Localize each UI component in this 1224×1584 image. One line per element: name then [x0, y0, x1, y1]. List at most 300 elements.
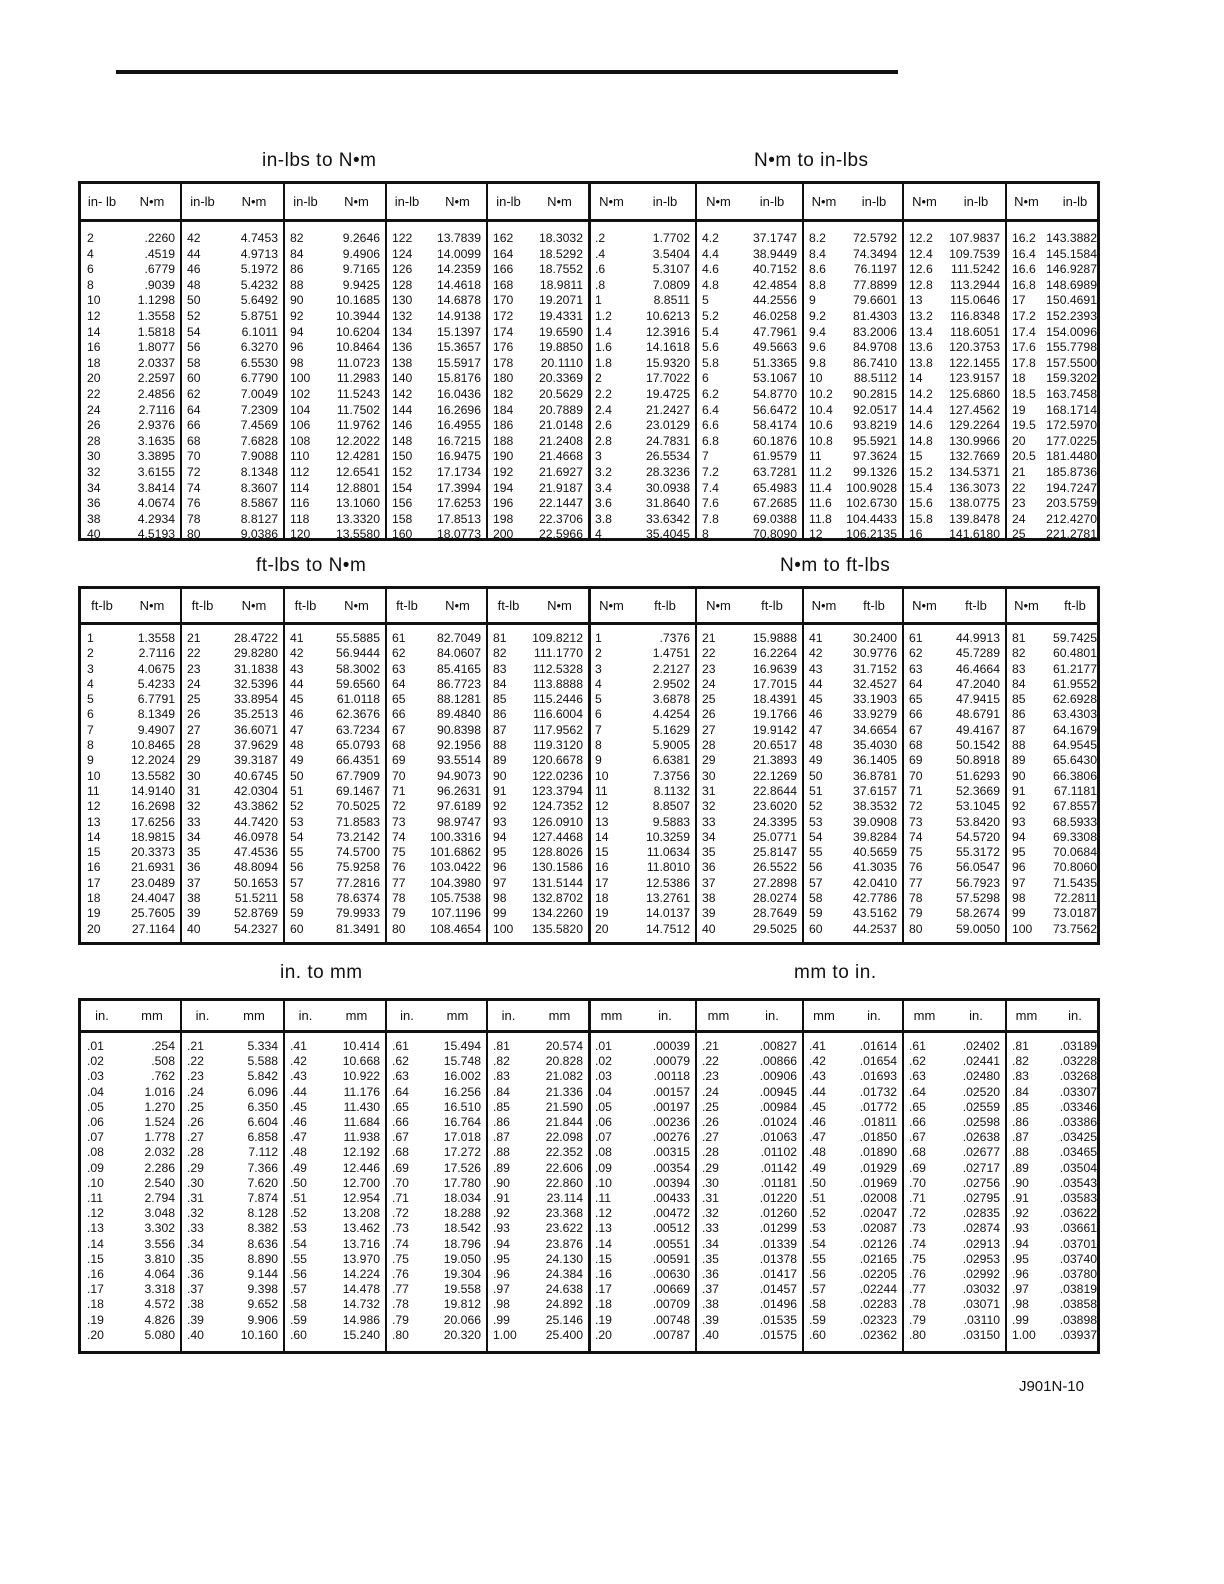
table-cell: 100: [493, 921, 514, 936]
table-cell: 113.8888: [533, 676, 583, 691]
value-column: [493, 1039, 522, 1343]
table-cell: 30.2400: [852, 631, 897, 645]
table-cell: .86: [493, 1115, 510, 1130]
table-cell: .02520: [962, 1084, 1000, 1099]
table-cell: 1.2: [595, 308, 612, 323]
table-cell: 14.986: [342, 1312, 380, 1327]
table-cell: 10.414: [342, 1039, 380, 1053]
table-cell: .63: [392, 1069, 409, 1084]
table-cell: 38: [87, 511, 101, 526]
table-cell: 164: [493, 246, 514, 261]
table-cell: 194.7247: [1046, 480, 1097, 495]
column-header: in.: [1068, 1008, 1082, 1023]
table-cell: 94.9073: [436, 768, 481, 783]
table-cell: .58: [809, 1297, 826, 1312]
table-cell: 68.5933: [1052, 814, 1097, 829]
table-cell: 7.366: [247, 1160, 278, 1175]
table-cell: 3.318: [144, 1282, 175, 1297]
table-cell: .09: [595, 1160, 612, 1175]
table-cell: 31.1838: [233, 661, 278, 676]
table-cell: 44: [809, 676, 823, 691]
table-cell: 2: [595, 646, 602, 661]
table-cell: .98: [1012, 1297, 1029, 1312]
table-cell: .03622: [1059, 1206, 1097, 1221]
converted-column: [418, 631, 481, 937]
table-cell: .95: [493, 1251, 510, 1266]
table-cell: 4.572: [144, 1297, 175, 1312]
table-cell: 33.8954: [233, 692, 278, 707]
table-cell: .48: [290, 1145, 307, 1160]
table-cell: 73.7562: [1052, 921, 1097, 936]
table-cell: .13: [595, 1221, 612, 1236]
table-cell: .16: [87, 1267, 104, 1282]
table-cell: 53: [809, 814, 823, 829]
table-cell: .81: [1012, 1039, 1029, 1053]
table-cell: .01142: [760, 1160, 797, 1175]
table-cell: 4: [87, 676, 94, 691]
table-cell: 90: [1012, 768, 1026, 783]
table-cell: 11.4: [809, 480, 832, 495]
table-cell: .22: [187, 1054, 204, 1069]
table-cell: 83: [1012, 661, 1026, 676]
value-column: [87, 231, 115, 543]
table-cell: 79.6601: [852, 293, 897, 308]
table-cell: 104.3980: [430, 875, 481, 890]
table-cell: 86: [290, 262, 304, 277]
table-cell: 116: [290, 496, 310, 511]
table-cell: 6.1011: [241, 324, 278, 339]
table-cell: .00394: [652, 1175, 690, 1190]
table-cell: 115.0646: [950, 293, 1000, 308]
table-cell: .40: [702, 1327, 719, 1342]
table-cell: 77.2816: [335, 875, 380, 890]
table-cell: 107.1196: [431, 906, 481, 921]
table-cell: 55: [290, 845, 304, 860]
table-cell: 12.2024: [130, 753, 175, 768]
table-cell: 9.7165: [342, 262, 380, 277]
table-cell: 10.4: [809, 402, 833, 417]
table-cell: 16: [87, 860, 101, 875]
table-cell: 3.6155: [137, 464, 175, 479]
table-cell: .08: [595, 1145, 612, 1160]
table-cell: 23.876: [545, 1236, 583, 1251]
column-divider: [385, 1001, 387, 1351]
table-cell: 20: [595, 921, 609, 936]
table-cell: 6: [702, 371, 709, 386]
table-cell: 103.0422: [430, 860, 481, 875]
table-cell: 75.9258: [335, 860, 380, 875]
table-cell: 14.224: [342, 1267, 380, 1282]
table-cell: .03228: [1059, 1054, 1097, 1069]
table-cell: .02008: [859, 1191, 897, 1206]
table-cell: 174: [493, 324, 514, 339]
table-cell: 33.9279: [852, 707, 897, 722]
table-cell: .45: [809, 1099, 826, 1114]
table-cell: 36: [187, 860, 201, 875]
table-cell: 38.9449: [752, 246, 797, 261]
table-cell: 30: [187, 768, 201, 783]
table-cell: 39.8284: [852, 829, 897, 844]
table-cell: .00984: [759, 1099, 797, 1114]
table-cell: .99: [1012, 1312, 1029, 1327]
table-cell: 73.0187: [1052, 906, 1097, 921]
table-cell: 17: [1012, 293, 1026, 308]
table-cell: .01417: [759, 1267, 797, 1282]
table-cell: 16.002: [443, 1069, 481, 1084]
table-cell: 4.7453: [240, 231, 278, 245]
table-cell: 130.9966: [949, 433, 1000, 448]
value-column: [493, 231, 522, 543]
table-cell: .01969: [859, 1175, 897, 1190]
table-cell: 150: [392, 449, 413, 464]
table-cell: 22: [702, 646, 716, 661]
table-cell: .31: [702, 1191, 719, 1206]
column-divider: [1005, 1001, 1007, 1351]
section-title-left: in-lbs to N•m: [262, 150, 377, 171]
table-cell: .29: [187, 1160, 204, 1175]
table-cell: 22: [1012, 480, 1026, 495]
table-cell: 4.5193: [137, 527, 175, 542]
table-cell: 72: [392, 799, 406, 814]
table-cell: .03504: [1059, 1160, 1097, 1175]
table-cell: .85: [1012, 1099, 1029, 1114]
table-cell: 23: [702, 661, 716, 676]
table-cell: 26: [87, 418, 101, 433]
table-cell: 22: [187, 646, 201, 661]
converted-column: [730, 1039, 797, 1343]
table-cell: 18.034: [443, 1191, 481, 1206]
table-cell: 170: [493, 293, 514, 308]
value-column: [702, 231, 732, 543]
table-cell: 17.4: [1012, 324, 1036, 339]
table-cell: 148: [392, 433, 413, 448]
table-cell: 11.430: [343, 1099, 380, 1114]
column-header: ft-lb: [1064, 598, 1086, 613]
table-cell: 17.526: [443, 1160, 481, 1175]
table-cell: 11: [87, 783, 100, 798]
table-cell: 96: [493, 860, 507, 875]
column-divider: [180, 589, 182, 942]
table-cell: 70: [187, 449, 201, 464]
column-header: N•m: [1014, 194, 1039, 209]
table-cell: .8: [595, 277, 606, 292]
table-cell: 8.1132: [653, 783, 690, 798]
table-cell: .28: [702, 1145, 719, 1160]
table-cell: 7.6: [702, 496, 719, 511]
column-header: in-lb: [963, 194, 989, 209]
table-cell: 124.7352: [532, 799, 583, 814]
table-cell: 37.1747: [752, 231, 797, 245]
table-cell: .67: [392, 1130, 409, 1145]
table-cell: 162: [493, 231, 514, 245]
table-cell: 21.4668: [538, 449, 583, 464]
table-cell: 17.7022: [645, 371, 690, 386]
table-cell: .53: [809, 1221, 826, 1236]
table-cell: 47.9415: [955, 692, 1000, 707]
table-cell: .66: [909, 1115, 926, 1130]
table-cell: 13.8: [909, 355, 933, 370]
table-cell: 1: [595, 293, 602, 308]
table-cell: 99: [1012, 906, 1026, 921]
table-cell: 9.652: [247, 1297, 278, 1312]
table-cell: 180: [493, 371, 514, 386]
table-cell: 18.7552: [538, 262, 583, 277]
table-cell: 19.4331: [538, 308, 583, 323]
table-cell: .32: [702, 1206, 719, 1221]
table-cell: 24.4047: [130, 891, 175, 906]
table-cell: .46: [290, 1115, 307, 1130]
table-cell: .02362: [859, 1327, 897, 1342]
table-cell: 25.8147: [752, 845, 797, 860]
table-cell: 5.4: [702, 324, 719, 339]
table-cell: .22: [702, 1054, 719, 1069]
table-cell: .68: [392, 1145, 409, 1160]
table-cell: 132.8702: [532, 891, 583, 906]
table-cell: 8.128: [247, 1206, 278, 1221]
table-cell: 14.2: [909, 386, 933, 401]
table-cell: .52: [290, 1206, 307, 1221]
table-cell: 78.6374: [335, 891, 380, 906]
table-cell: .91: [1012, 1191, 1029, 1206]
converted-column: [936, 231, 1000, 543]
table-cell: 17: [87, 875, 101, 890]
table-cell: .03: [87, 1069, 104, 1084]
table-cell: .02677: [962, 1145, 1000, 1160]
table-cell: 65: [392, 692, 406, 707]
converted-column: [113, 631, 175, 937]
table-cell: 97.3624: [852, 449, 897, 464]
value-column: [595, 1039, 625, 1343]
table-cell: .71: [909, 1191, 926, 1206]
table-cell: 116.8348: [950, 308, 1000, 323]
top-rule: [116, 70, 898, 74]
table-cell: 92: [1012, 799, 1026, 814]
table-cell: 100.3316: [430, 829, 481, 844]
table-cell: .12: [595, 1206, 612, 1221]
table-cell: 28.4722: [233, 631, 278, 645]
table-cell: 2.4: [595, 402, 612, 417]
table-cell: 67: [392, 722, 406, 737]
table-cell: 25: [702, 692, 716, 707]
table-cell: .01063: [759, 1130, 797, 1145]
table-cell: 15: [909, 449, 923, 464]
table-cell: .65: [392, 1099, 409, 1114]
table-cell: 48.8094: [233, 860, 278, 875]
table-cell: 5.1629: [652, 722, 690, 737]
table-cell: 69.0388: [752, 511, 797, 526]
table-cell: 39.0908: [852, 814, 897, 829]
table-cell: 16.7215: [436, 433, 481, 448]
table-cell: 16.2: [1012, 231, 1036, 245]
table-cell: .00551: [652, 1236, 690, 1251]
table-cell: 7: [702, 449, 709, 464]
column-divider: [802, 589, 804, 942]
table-cell: .87: [493, 1130, 510, 1145]
table-cell: 27: [702, 722, 716, 737]
table-cell: 26.5534: [645, 449, 690, 464]
converted-column: [730, 631, 797, 937]
table-cell: 122.0236: [532, 768, 583, 783]
table-cell: 80: [187, 527, 201, 542]
table-cell: 87: [493, 722, 507, 737]
table-cell: 4.9713: [240, 246, 278, 261]
table-cell: 10: [87, 293, 101, 308]
table-cell: 35.4045: [645, 527, 690, 542]
table-cell: .76: [909, 1267, 926, 1282]
column-divider: [283, 184, 285, 538]
column-divider: [902, 184, 904, 538]
converted-column: [623, 631, 690, 937]
table-cell: 123.3794: [532, 783, 583, 798]
table-cell: .4519: [144, 246, 175, 261]
table-cell: 70: [392, 768, 406, 783]
table-cell: .04: [595, 1084, 612, 1099]
table-cell: 16.9639: [752, 661, 797, 676]
table-cell: 18.0773: [436, 527, 481, 542]
table-cell: .79: [909, 1312, 926, 1327]
table-cell: .11: [595, 1191, 612, 1206]
table-cell: 112: [290, 464, 310, 479]
table-cell: 60.4801: [1052, 646, 1097, 661]
column-header: N•m: [445, 194, 470, 209]
table-cell: .02087: [859, 1221, 897, 1236]
table-cell: .49: [290, 1160, 307, 1175]
table-cell: .02756: [962, 1175, 1000, 1190]
table-cell: .01024: [759, 1115, 797, 1130]
table-cell: 85.4165: [436, 661, 481, 676]
value-column: [290, 631, 319, 937]
column-header: mm: [548, 1008, 571, 1023]
column-divider: [283, 1001, 285, 1351]
table-cell: 69.3308: [1052, 829, 1097, 844]
table-cell: 81: [493, 631, 507, 645]
table-cell: 18.5292: [538, 246, 583, 261]
column-divider: [180, 1001, 182, 1351]
table-cell: .18: [595, 1297, 612, 1312]
conversion-table: [78, 586, 1100, 945]
table-cell: 59: [290, 906, 304, 921]
table-cell: 63.7281: [752, 464, 797, 479]
table-cell: 125.6860: [949, 386, 1000, 401]
table-cell: 14: [909, 371, 923, 386]
table-cell: 46: [187, 262, 201, 277]
table-cell: 49: [290, 753, 304, 768]
table-cell: 3.5404: [652, 246, 690, 261]
table-cell: .24: [187, 1084, 204, 1099]
table-cell: 19.1766: [752, 707, 797, 722]
table-cell: 53: [290, 814, 304, 829]
table-cell: .50: [290, 1175, 307, 1190]
table-cell: 67: [909, 722, 923, 737]
table-cell: 20.3373: [130, 845, 175, 860]
table-cell: 14: [595, 829, 609, 844]
table-cell: .02638: [962, 1130, 1000, 1145]
table-cell: 64: [187, 402, 201, 417]
table-cell: 14.0099: [436, 246, 481, 261]
table-cell: 18: [1012, 371, 1026, 386]
table-cell: .80: [909, 1327, 926, 1342]
table-cell: .03740: [1059, 1251, 1097, 1266]
table-cell: 92: [493, 799, 507, 814]
value-column: [702, 631, 732, 937]
table-cell: 7.8: [702, 511, 719, 526]
table-cell: 44: [187, 246, 201, 261]
table-cell: 17.8513: [436, 511, 481, 526]
table-cell: 8.1349: [137, 707, 175, 722]
table-cell: 52: [809, 799, 823, 814]
table-cell: .13: [87, 1221, 104, 1236]
table-cell: 56.9444: [335, 646, 380, 661]
table-cell: 15.8: [909, 511, 933, 526]
table-cell: 28.7649: [752, 906, 797, 921]
table-cell: 159.3202: [1046, 371, 1097, 386]
table-cell: 80: [909, 921, 923, 936]
table-cell: .11: [87, 1191, 104, 1206]
table-cell: 12.6541: [335, 464, 380, 479]
table-cell: 81.3491: [335, 921, 380, 936]
table-cell: 15.1397: [436, 324, 481, 339]
table-cell: .01260: [759, 1206, 797, 1221]
table-cell: 25: [1012, 527, 1026, 542]
table-cell: .83: [493, 1069, 510, 1084]
column-header: mm: [446, 1008, 469, 1023]
table-cell: 36: [87, 496, 101, 511]
value-column: [909, 1039, 938, 1343]
column-header: N•m: [547, 598, 572, 613]
table-cell: 11.9762: [336, 418, 380, 433]
table-cell: .45: [290, 1099, 307, 1114]
column-header: in.: [501, 1008, 516, 1023]
table-cell: .52: [809, 1206, 826, 1221]
column-header: mm: [707, 1008, 730, 1023]
table-cell: .73: [909, 1221, 926, 1236]
table-cell: 135.5820: [532, 921, 583, 936]
table-cell: .54: [290, 1236, 307, 1251]
table-cell: 82: [1012, 646, 1026, 661]
table-cell: 129.2264: [949, 418, 1000, 433]
table-cell: 44.9913: [955, 631, 1000, 645]
table-cell: 79: [909, 906, 923, 921]
table-cell: .61: [909, 1039, 926, 1053]
table-cell: 75: [909, 845, 923, 860]
table-cell: .82: [1012, 1054, 1029, 1069]
table-cell: 10.8465: [130, 738, 175, 753]
table-cell: .00591: [652, 1251, 690, 1266]
column-header: N•m: [1014, 598, 1039, 613]
table-cell: 15.494: [443, 1039, 481, 1053]
table-cell: 102: [290, 386, 311, 401]
converted-column: [520, 1039, 583, 1343]
table-cell: .00039: [652, 1039, 690, 1053]
table-cell: .03150: [962, 1327, 1000, 1342]
table-cell: 1.7702: [652, 231, 690, 245]
table-cell: 203.5759: [1046, 496, 1097, 511]
table-cell: 47.2040: [955, 676, 1000, 691]
converted-column: [1037, 631, 1097, 937]
table-cell: .00079: [652, 1054, 690, 1069]
table-cell: 6.096: [247, 1084, 278, 1099]
table-cell: 10.3944: [335, 308, 380, 323]
table-cell: 86.7410: [852, 355, 897, 370]
table-cell: 6.350: [247, 1099, 278, 1114]
table-cell: .02126: [859, 1236, 897, 1251]
table-cell: 10.160: [240, 1327, 278, 1342]
table-cell: 76: [392, 860, 406, 875]
table-cell: 3.2: [595, 464, 612, 479]
table-cell: 7.6828: [240, 433, 278, 448]
table-cell: 15.2: [909, 464, 933, 479]
table-cell: .00433: [652, 1191, 690, 1206]
